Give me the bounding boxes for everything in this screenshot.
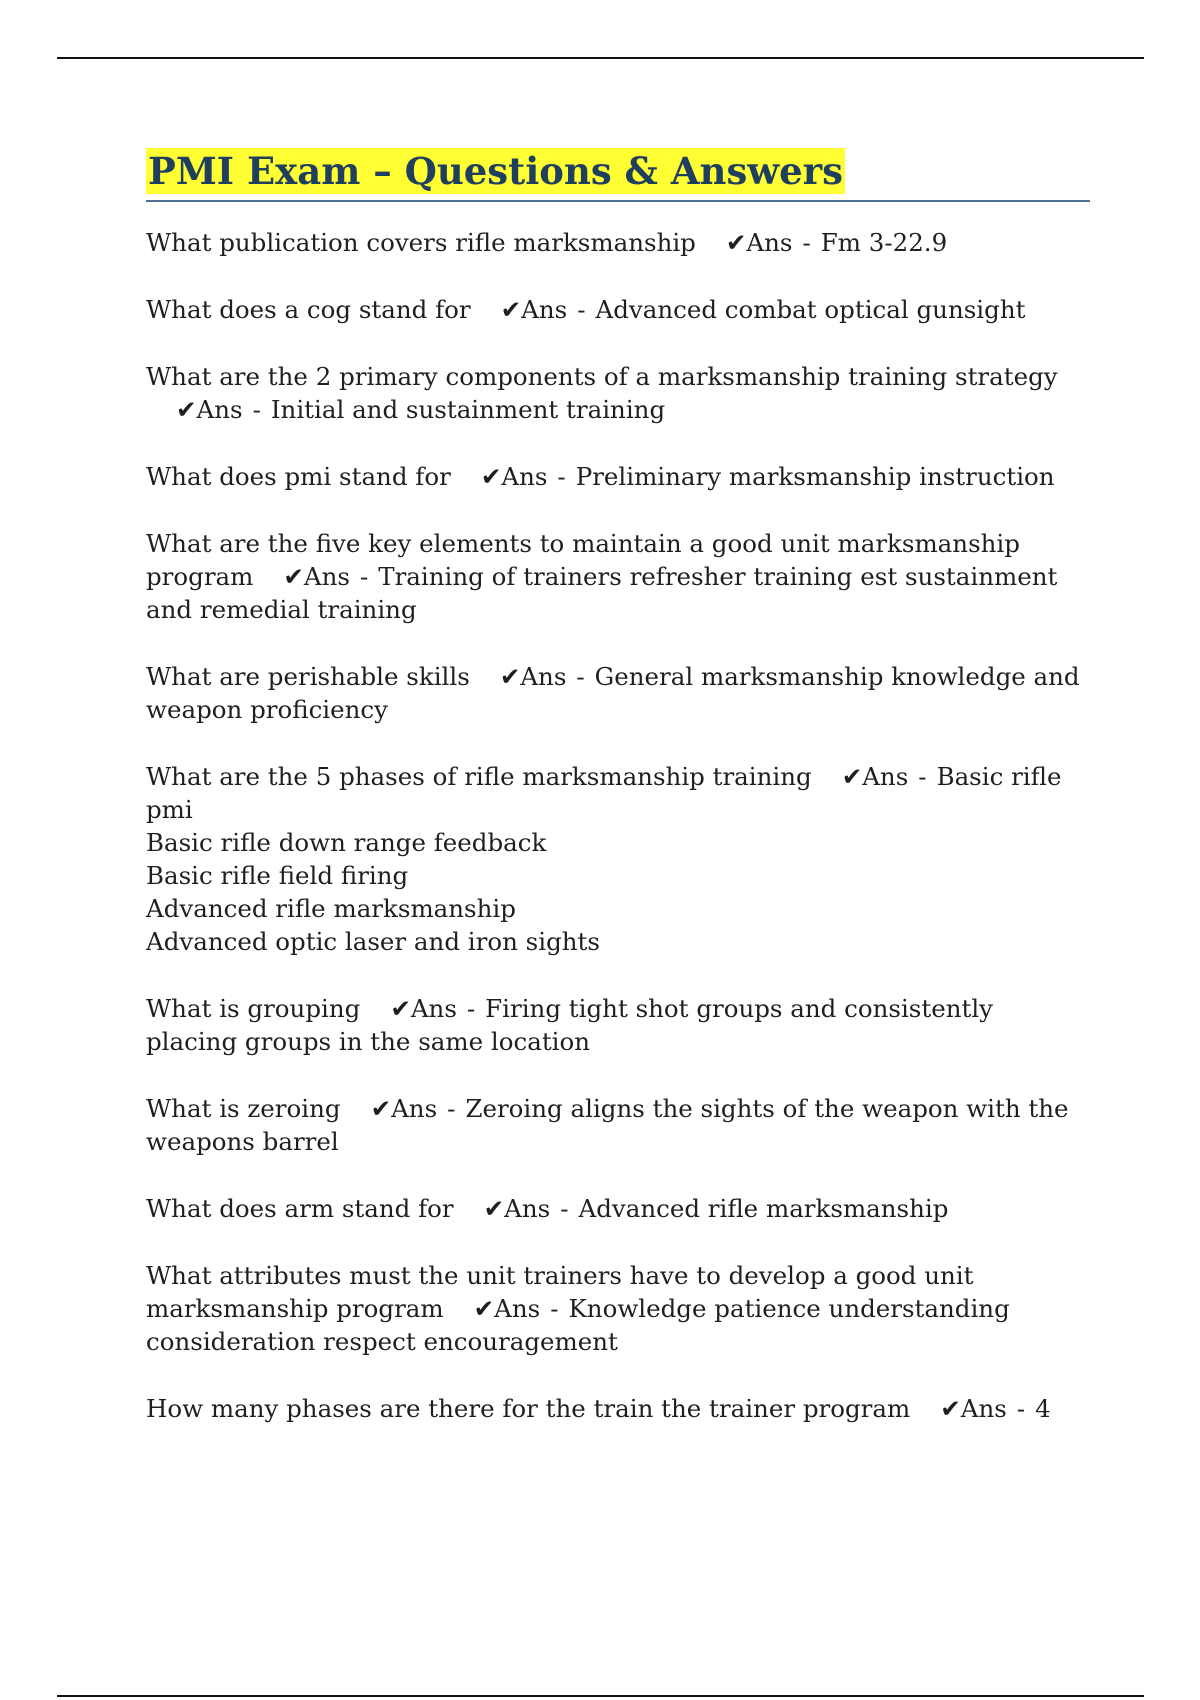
answer-text: Zeroing aligns the sights of the weapon with the weapons barrel	[146, 1094, 1069, 1156]
ans-label: Ans	[862, 762, 909, 791]
check-icon: ✔	[176, 395, 197, 424]
qa-item	[146, 293, 1090, 326]
ans-separator: -	[577, 295, 586, 324]
ans-separator: -	[1016, 1394, 1026, 1423]
qa-item	[146, 1092, 1090, 1158]
qa-item	[146, 226, 1090, 259]
answer-text: Knowledge patience understanding consideration respect encouragement	[146, 1294, 1010, 1356]
ans-label: Ans	[746, 228, 793, 257]
page-top-rule	[57, 57, 1144, 59]
check-icon: ✔	[370, 1094, 392, 1123]
ans-label: Ans	[494, 1294, 541, 1323]
question-text: What does pmi stand for	[146, 462, 451, 491]
qa-item	[146, 1192, 1090, 1225]
answer-text: Firing tight shot groups and consistently placing groups in the same location	[146, 994, 994, 1056]
question-text: What publication covers rifle marksmanship	[146, 228, 696, 257]
answer-text: Advanced combat optical gunsight	[595, 295, 1026, 324]
ans-separator: -	[466, 994, 476, 1023]
title-block	[146, 148, 1090, 202]
qa-list	[146, 226, 1090, 1425]
ans-separator: -	[550, 1294, 559, 1323]
check-icon: ✔	[500, 295, 522, 324]
page-title: PMI Exam – Questions & Answers	[148, 149, 843, 193]
page-bottom-rule	[57, 1695, 1144, 1697]
ans-label: Ans	[504, 1194, 551, 1223]
ans-label: Ans	[196, 395, 243, 424]
qa-item	[146, 460, 1090, 493]
check-icon: ✔	[483, 1194, 505, 1223]
check-icon: ✔	[725, 228, 747, 257]
ans-separator: -	[918, 762, 927, 791]
ans-separator: -	[802, 228, 811, 257]
answer-text: Training of trainers refresher training est sustainment and remedial training	[146, 562, 1058, 624]
question-text: What attributes must the unit trainers have to develop a good unit marksmanship program	[146, 1261, 974, 1323]
document-body	[146, 148, 1090, 1459]
qa-item	[146, 760, 1090, 958]
qa-item	[146, 1392, 1090, 1425]
question-text: How many phases are there for the train the trainer program	[146, 1394, 911, 1423]
question-text: What are the five key elements to maintain a good unit marksmanship program	[146, 529, 1020, 591]
check-icon: ✔	[283, 562, 304, 591]
qa-item	[146, 992, 1090, 1058]
check-icon: ✔	[473, 1294, 495, 1323]
check-icon: ✔	[841, 762, 863, 791]
ans-label: Ans	[303, 562, 350, 591]
ans-label: Ans	[391, 1094, 438, 1123]
check-icon: ✔	[390, 994, 411, 1023]
question-text: What is grouping	[146, 994, 361, 1023]
check-icon: ✔	[480, 462, 502, 491]
question-text: What does a cog stand for	[146, 295, 471, 324]
check-icon: ✔	[940, 1394, 961, 1423]
answer-text: 4	[1035, 1394, 1051, 1423]
answer-text: General marksmanship knowledge and weapon proficiency	[146, 662, 1080, 724]
question-text: What does arm stand for	[146, 1194, 454, 1223]
ans-label: Ans	[960, 1394, 1007, 1423]
ans-separator: -	[557, 462, 566, 491]
ans-label: Ans	[520, 662, 567, 691]
qa-item	[146, 660, 1090, 726]
answer-text: Fm 3-22.9	[820, 228, 948, 257]
question-text: What is zeroing	[146, 1094, 341, 1123]
ans-label: Ans	[410, 994, 457, 1023]
ans-separator: -	[252, 395, 261, 424]
check-icon: ✔	[499, 662, 521, 691]
ans-separator: -	[447, 1094, 456, 1123]
ans-label: Ans	[501, 462, 548, 491]
answer-text: Advanced rifle marksmanship	[578, 1194, 949, 1223]
qa-item	[146, 527, 1090, 626]
answer-text: Preliminary marksmanship instruction	[575, 462, 1055, 491]
question-text: What are the 5 phases of rifle marksmanship training	[146, 762, 812, 791]
answer-text: Initial and sustainment training	[270, 395, 666, 424]
ans-separator: -	[359, 562, 369, 591]
qa-item	[146, 1259, 1090, 1358]
qa-item	[146, 360, 1090, 426]
ans-separator: -	[576, 662, 585, 691]
ans-separator: -	[560, 1194, 569, 1223]
ans-label: Ans	[521, 295, 568, 324]
answer-text: Basic rifle pmi Basic rifle down range feedback Basic rifle field firing Advanced rifle marksmanship Advanced optic laser and iron sights	[146, 762, 1062, 956]
question-text: What are the 2 primary components of a marksmanship training strategy	[146, 362, 1058, 391]
question-text: What are perishable skills	[146, 662, 470, 691]
